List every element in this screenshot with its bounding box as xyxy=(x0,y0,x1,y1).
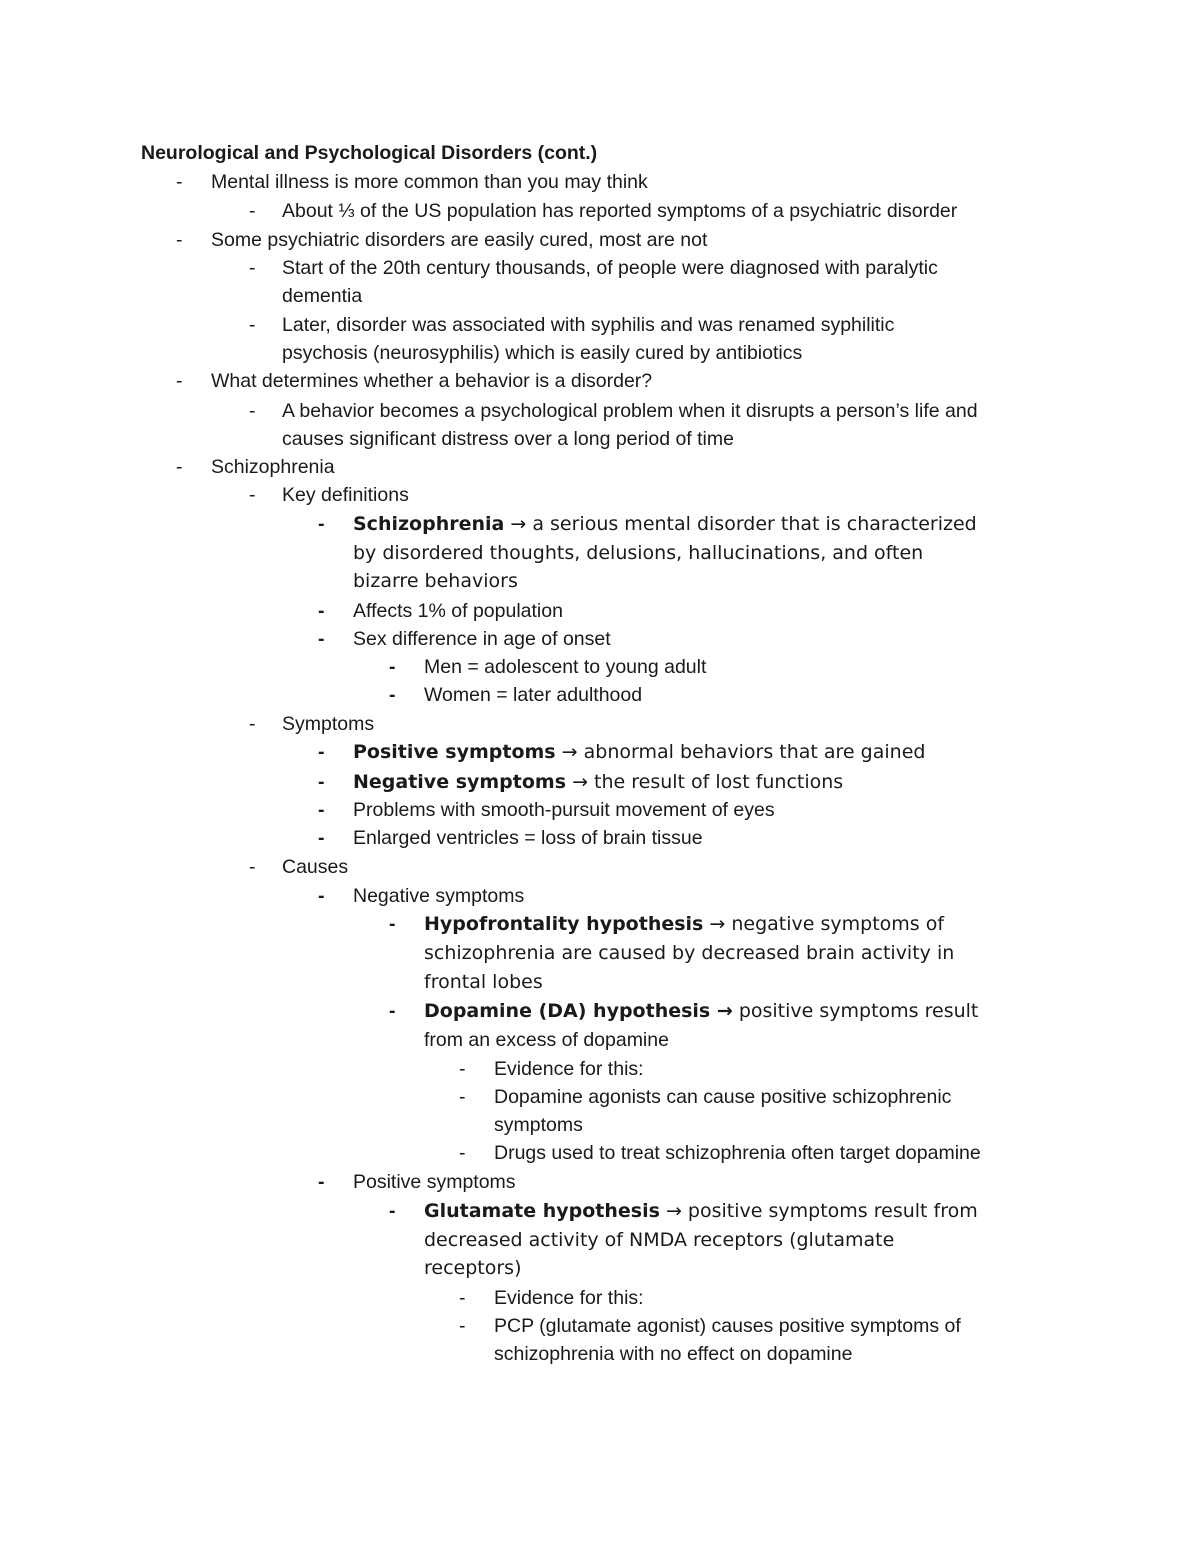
note-line xyxy=(211,168,648,196)
line-text: schizophrenia are caused by decreased brain activity in xyxy=(424,942,955,964)
note-line xyxy=(353,768,843,796)
line-text: A behavior becomes a psychological problem when it disrupts a person’s life and xyxy=(282,400,978,422)
note-line xyxy=(282,282,362,310)
bullet-dash: - xyxy=(318,799,325,821)
line-text: Dopamine agonists can cause positive schizophrenic xyxy=(494,1086,952,1108)
note-line xyxy=(494,1312,961,1340)
line-text: What determines whether a behavior is a disorder? xyxy=(211,370,653,392)
note-line xyxy=(353,882,524,910)
note-line xyxy=(282,425,734,453)
line-text: Affects 1% of population xyxy=(353,600,563,622)
bullet-dash: - xyxy=(389,656,396,678)
bullet-dash: - xyxy=(176,171,183,193)
note-line xyxy=(282,481,409,509)
note-line xyxy=(211,226,707,254)
bullet-dash: - xyxy=(459,1142,466,1164)
note-line xyxy=(494,1083,951,1111)
bullet-dash: - xyxy=(249,400,256,422)
note-line xyxy=(353,824,703,852)
note-line xyxy=(353,510,977,538)
note-line xyxy=(424,1026,669,1054)
note-line xyxy=(424,968,543,996)
line-text: bizarre behaviors xyxy=(353,570,518,592)
note-line xyxy=(494,1340,852,1368)
bullet-dash: - xyxy=(389,1000,396,1022)
bullet-dash: - xyxy=(318,600,325,622)
note-line xyxy=(282,339,802,367)
note-line xyxy=(424,681,642,709)
note-line xyxy=(494,1055,644,1083)
term-bold: Positive symptoms xyxy=(353,741,556,763)
bullet-dash: - xyxy=(176,456,183,478)
bullet-dash: - xyxy=(318,885,325,907)
note-line xyxy=(424,1254,521,1282)
bullet-dash: - xyxy=(459,1086,466,1108)
line-text: Drugs used to treat schizophrenia often target dopamine xyxy=(494,1142,981,1164)
bullet-dash: - xyxy=(389,1200,396,1222)
bullet-dash: - xyxy=(249,314,256,336)
line-text: Mental illness is more common than you may think xyxy=(211,171,648,193)
note-line xyxy=(282,853,348,881)
bullet-dash: - xyxy=(249,856,256,878)
note-line xyxy=(353,738,925,766)
note-line xyxy=(282,254,938,282)
note-line xyxy=(282,197,957,225)
note-line xyxy=(353,597,563,625)
note-line xyxy=(494,1284,644,1312)
line-text: Enlarged ventricles = loss of brain tissue xyxy=(353,827,703,849)
line-text: from an excess of dopamine xyxy=(424,1029,669,1051)
note-line xyxy=(353,1168,516,1196)
line-text: Negative symptoms xyxy=(353,885,525,907)
note-line xyxy=(424,939,954,967)
bullet-dash: - xyxy=(318,513,325,535)
line-text: About ⅓ of the US population has reported symptoms of a psychiatric disorder xyxy=(282,200,958,222)
term-bold: Hypofrontality hypothesis xyxy=(424,913,704,935)
line-text: receptors) xyxy=(424,1257,522,1279)
note-line xyxy=(424,997,978,1025)
line-text: Evidence for this: xyxy=(494,1058,644,1080)
term-bold: Negative symptoms xyxy=(353,771,567,793)
line-text: Positive symptoms xyxy=(353,1171,516,1193)
line-text: positive symptoms result xyxy=(732,1000,979,1022)
line-text: Schizophrenia xyxy=(211,456,335,478)
line-text: Key definitions xyxy=(282,484,409,506)
bullet-dash: - xyxy=(249,257,256,279)
bullet-dash: - xyxy=(318,771,325,793)
line-text: Some psychiatric disorders are easily cured, most are not xyxy=(211,229,708,251)
line-text: decreased activity of NMDA receptors (glutamate xyxy=(424,1229,895,1251)
bullet-dash: - xyxy=(249,713,256,735)
note-line xyxy=(353,796,775,824)
bullet-dash: - xyxy=(389,684,396,706)
term-bold: Schizophrenia xyxy=(353,513,505,535)
line-text: Problems with smooth-pursuit movement of eyes xyxy=(353,799,775,821)
note-line xyxy=(424,1226,894,1254)
note-line xyxy=(353,625,611,653)
line-text: → positive symptoms result from xyxy=(659,1200,978,1222)
line-text: Sex difference in age of onset xyxy=(353,628,611,650)
line-text: Start of the 20th century thousands, of people were diagnosed with paralytic xyxy=(282,257,938,279)
bullet-dash: - xyxy=(459,1058,466,1080)
line-text: frontal lobes xyxy=(424,971,543,993)
note-line xyxy=(211,367,652,395)
note-line xyxy=(494,1111,583,1139)
note-line xyxy=(494,1139,981,1167)
bullet-dash: - xyxy=(318,827,325,849)
note-line xyxy=(353,567,518,595)
note-line xyxy=(424,1197,978,1225)
bullet-dash: - xyxy=(318,1171,325,1193)
bullet-dash: - xyxy=(249,200,256,222)
line-text: schizophrenia with no effect on dopamine xyxy=(494,1343,853,1365)
line-text: → a serious mental disorder that is characterized xyxy=(504,513,977,535)
line-text: Causes xyxy=(282,856,349,878)
line-text: PCP (glutamate agonist) causes positive symptoms of xyxy=(494,1315,961,1337)
line-text: Men = adolescent to young adult xyxy=(424,656,707,678)
page-title: Neurological and Psychological Disorders (cont.) xyxy=(141,142,598,164)
line-text: psychosis (neurosyphilis) which is easily cured by antibiotics xyxy=(282,342,803,364)
line-text: by disordered thoughts, delusions, hallucinations, and often xyxy=(353,542,924,564)
line-text: → the result of lost functions xyxy=(566,771,844,793)
note-line xyxy=(282,710,374,738)
line-text: dementia xyxy=(282,285,363,307)
note-line xyxy=(424,653,706,681)
term-bold: Dopamine (DA) hypothesis → xyxy=(424,1000,733,1022)
line-text: Women = later adulthood xyxy=(424,684,643,706)
bullet-dash: - xyxy=(459,1315,466,1337)
line-text: Later, disorder was associated with syphilis and was renamed syphilitic xyxy=(282,314,895,336)
bullet-dash: - xyxy=(389,913,396,935)
term-bold: Glutamate hypothesis xyxy=(424,1200,660,1222)
line-text: Evidence for this: xyxy=(494,1287,644,1309)
note-line xyxy=(353,539,923,567)
bullet-dash: - xyxy=(249,484,256,506)
note-line xyxy=(424,910,944,938)
bullet-dash: - xyxy=(459,1287,466,1309)
bullet-dash: - xyxy=(318,628,325,650)
line-text: → abnormal behaviors that are gained xyxy=(555,741,926,763)
bullet-dash: - xyxy=(176,229,183,251)
note-line xyxy=(282,397,978,425)
bullet-dash: - xyxy=(176,370,183,392)
bullet-dash: - xyxy=(318,741,325,763)
note-line xyxy=(211,453,335,481)
note-line xyxy=(282,311,894,339)
line-text: symptoms xyxy=(494,1114,583,1136)
line-text: → negative symptoms of xyxy=(703,913,945,935)
line-text: causes significant distress over a long period of time xyxy=(282,428,734,450)
line-text: Symptoms xyxy=(282,713,375,735)
